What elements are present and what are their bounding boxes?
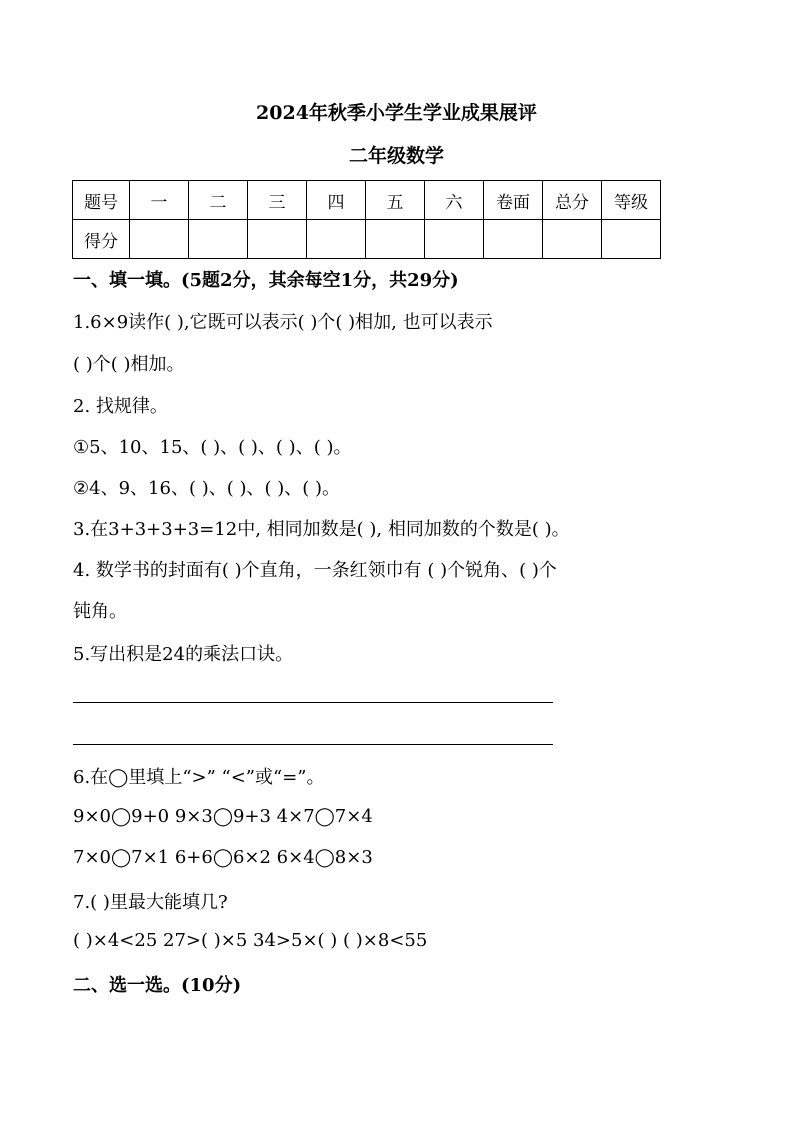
section1-heading: 一、填一填。(5题2分，其余每空1分，共29分) — [73, 270, 459, 291]
score-table-header-cell: 四 — [307, 181, 366, 220]
score-row-label: 得分 — [73, 220, 130, 259]
score-cell — [248, 220, 307, 259]
question-4-line-1: 4. 数学书的封面有( )个直角，一条红领巾有 ( )个锐角、( )个 — [73, 560, 557, 581]
score-cell — [602, 220, 661, 259]
score-table-header-cell: 等级 — [602, 181, 661, 220]
question-7-row: ( )×4<25 27>( )×5 34>5×( ) ( )×8<55 — [73, 930, 428, 951]
score-table-header-cell: 题号 — [73, 181, 130, 220]
question-5: 5.写出积是24的乘法口诀。 — [73, 644, 294, 665]
score-cell — [425, 220, 484, 259]
score-table-header-row — [73, 181, 661, 220]
question-2-sequence-a: ①5、10、15、( )、( )、( )、( )。 — [73, 437, 352, 458]
page-subtitle: 二年级数学 — [348, 145, 444, 167]
score-cell — [130, 220, 189, 259]
score-table-header-cell: 总分 — [543, 181, 602, 220]
score-table-header-cell: 一 — [130, 181, 189, 220]
question-3: 3.在3+3+3+3=12中, 相同加数是( ), 相同加数的个数是( )。 — [73, 519, 570, 540]
question-4-line-2: 钝角。 — [73, 601, 127, 622]
section2-heading: 二、选一选。(10分) — [73, 975, 242, 996]
score-table-score-row — [73, 220, 661, 259]
score-table-header-cell: 二 — [189, 181, 248, 220]
page-title: 2024年秋季小学生学业成果展评 — [256, 102, 537, 124]
question-6-row-2: 7×0◯7×1 6+6◯6×2 6×4◯8×3 — [73, 847, 373, 868]
question-6-row-1: 9×0◯9+0 9×3◯9+3 4×7◯7×4 — [73, 806, 373, 827]
question-7: 7.( )里最大能填几? — [73, 892, 228, 913]
score-table-header-cell: 五 — [366, 181, 425, 220]
question-1-line-2: ( )个( )相加。 — [73, 354, 185, 375]
score-cell — [189, 220, 248, 259]
score-cell — [366, 220, 425, 259]
score-table-header-cell: 卷面 — [484, 181, 543, 220]
question-6: 6.在◯里填上“>” “<”或“=”。 — [73, 767, 325, 788]
score-cell — [484, 220, 543, 259]
score-cell — [307, 220, 366, 259]
score-cell — [543, 220, 602, 259]
score-table-header-cell: 三 — [248, 181, 307, 220]
answer-line — [73, 702, 553, 703]
question-2-sequence-b: ②4、9、16、( )、( )、( )、( )。 — [73, 478, 341, 499]
question-1-line-1: 1.6×9读作( ),它既可以表示( )个( )相加, 也可以表示 — [73, 312, 493, 333]
answer-line — [73, 744, 553, 745]
score-table — [72, 180, 661, 259]
score-table-header-cell: 六 — [425, 181, 484, 220]
question-2: 2. 找规律。 — [73, 396, 168, 417]
